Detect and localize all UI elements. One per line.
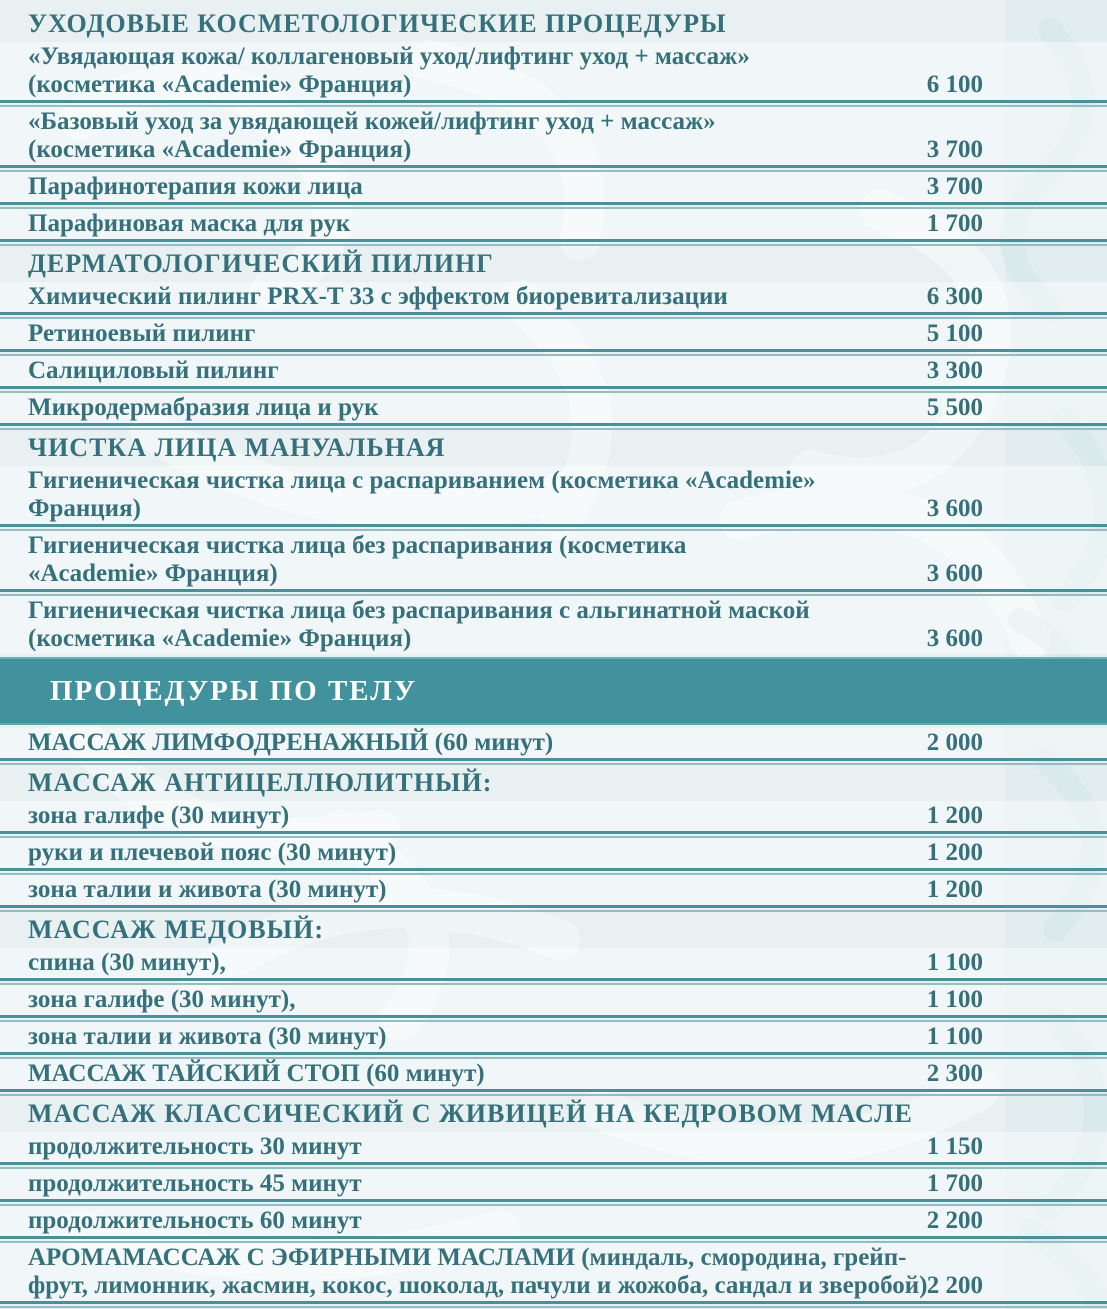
service-name-lines (28, 839, 915, 867)
row-divider (0, 165, 1107, 172)
price-value: 6 100 (926, 71, 983, 98)
price-row-content (0, 596, 1107, 654)
service-name-lines (28, 1207, 915, 1235)
service-name-lines (28, 1060, 915, 1088)
price-row-content (0, 948, 1107, 978)
price-value: 3 600 (926, 495, 983, 522)
service-name: продолжительность 60 минут (28, 1207, 362, 1234)
row-divider (0, 1236, 1107, 1243)
price-row-content (0, 985, 1107, 1015)
service-name: АРОМАМАССАЖ С ЭФИРНЫМИ МАСЛАМИ (миндаль, смородина, грейп- (28, 1244, 907, 1271)
service-name-lines (28, 1133, 915, 1161)
price-row (0, 1059, 1107, 1096)
price-row-content (0, 209, 1107, 239)
service-name: Парафинотерапия кожи лица (28, 173, 363, 200)
price-row-content (0, 319, 1107, 349)
section-band (0, 657, 1107, 725)
row-divider (0, 589, 1107, 596)
price-row-content (0, 875, 1107, 905)
price-row (0, 838, 1107, 875)
service-name: зона талии и живота (30 минут) (28, 876, 387, 903)
row-divider (0, 202, 1107, 209)
service-name-lines (28, 986, 915, 1014)
service-name-lines (28, 394, 915, 422)
price-value: 1 200 (926, 839, 983, 866)
row-divider (0, 239, 1107, 246)
service-name: Парафиновая маска для рук (28, 210, 351, 237)
row-divider (0, 1015, 1107, 1022)
price-row (0, 42, 1107, 107)
price-row-content (0, 1169, 1107, 1199)
category-header (0, 912, 1107, 948)
price-row-content (0, 1132, 1107, 1162)
price-value: 3 700 (926, 173, 983, 200)
service-name: (косметика «Academie» Франция) (28, 136, 412, 163)
row-divider (0, 423, 1107, 430)
service-name-lines (28, 597, 915, 653)
service-name-lines (28, 876, 915, 904)
row-divider (0, 312, 1107, 319)
service-name-lines (28, 949, 915, 977)
service-name: Гигиеническая чистка лица с распариванием (косметика «Academie» (28, 467, 816, 494)
price-row (0, 319, 1107, 356)
category-header-label: ДЕРМАТОЛОГИЧЕСКИЙ ПИЛИНГ (28, 249, 494, 278)
service-name: зона талии и живота (30 минут) (28, 1023, 387, 1050)
category-header (0, 430, 1107, 466)
price-row (0, 596, 1107, 654)
price-value: 6 300 (926, 283, 983, 310)
price-value: 1 700 (926, 1170, 983, 1197)
service-name: зона галифе (30 минут) (28, 802, 290, 829)
price-row (0, 1022, 1107, 1059)
price-row-content (0, 356, 1107, 386)
service-name: Гигиеническая чистка лица без распаривания с альгинатной маской (28, 597, 810, 624)
service-name-lines (28, 729, 915, 757)
service-name: Микродермабразия лица и рук (28, 394, 379, 421)
price-row (0, 282, 1107, 319)
price-row (0, 107, 1107, 172)
service-name-lines (28, 467, 915, 523)
service-name: Химический пилинг PRX-T 33 с эффектом биоревитализации (28, 283, 728, 310)
service-name: Салициловый пилинг (28, 357, 279, 384)
service-name-lines (28, 1023, 915, 1051)
service-name: «Academie» Франция) (28, 560, 278, 587)
category-header-label: МАССАЖ АНТИЦЕЛЛЮЛИТНЫЙ: (28, 768, 493, 797)
row-divider (0, 978, 1107, 985)
price-value: 3 600 (926, 560, 983, 587)
price-value: 1 200 (926, 876, 983, 903)
price-row-content (0, 42, 1107, 100)
price-value: 1 100 (926, 986, 983, 1013)
category-header-label: УХОДОВЫЕ КОСМЕТОЛОГИЧЕСКИЕ ПРОЦЕДУРЫ (28, 9, 727, 38)
service-name: спина (30 минут), (28, 949, 226, 976)
service-name-lines (28, 320, 915, 348)
row-divider (0, 868, 1107, 875)
price-row (0, 728, 1107, 765)
service-name: продолжительность 45 минут (28, 1170, 362, 1197)
row-divider (0, 524, 1107, 531)
service-name-lines (28, 1244, 928, 1300)
price-row-content (0, 172, 1107, 202)
service-name: Ретиноевый пилинг (28, 320, 256, 347)
service-name: Франция) (28, 495, 141, 522)
price-row (0, 531, 1107, 596)
service-name: «Увядающая кожа/ коллагеновый уход/лифтинг уход + массаж» (28, 43, 750, 70)
price-row (0, 466, 1107, 531)
price-value: 2 000 (926, 729, 983, 756)
service-name-lines (28, 283, 915, 311)
category-header-label: МАССАЖ МЕДОВЫЙ: (28, 915, 325, 944)
price-value: 1 200 (926, 802, 983, 829)
service-name-lines (28, 802, 915, 830)
price-value: 3 700 (926, 136, 983, 163)
service-name-lines (28, 210, 915, 238)
price-row (0, 1206, 1107, 1243)
price-row-content (0, 838, 1107, 868)
price-row (0, 1169, 1107, 1206)
price-value: 5 100 (926, 320, 983, 347)
category-header-label: МАССАЖ КЛАССИЧЕСКИЙ С ЖИВИЦЕЙ НА КЕДРОВОМ МАСЛЕ (28, 1099, 913, 1128)
service-name-lines (28, 43, 915, 99)
service-name: (косметика «Academie» Франция) (28, 71, 412, 98)
price-row-content (0, 531, 1107, 589)
price-row-content (0, 107, 1107, 165)
price-value: 1 700 (926, 210, 983, 237)
price-value: 1 100 (926, 949, 983, 976)
price-value: 2 200 (926, 1272, 983, 1299)
price-row (0, 172, 1107, 209)
price-row-content (0, 393, 1107, 423)
row-divider (0, 1162, 1107, 1169)
price-row (0, 356, 1107, 393)
section-band-label: ПРОЦЕДУРЫ ПО ТЕЛУ (50, 674, 418, 707)
price-row (0, 1132, 1107, 1169)
service-name-lines (28, 173, 915, 201)
price-value: 1 100 (926, 1023, 983, 1050)
price-row-content (0, 1243, 1107, 1301)
price-row (0, 393, 1107, 430)
service-name-lines (28, 357, 915, 385)
row-divider (0, 758, 1107, 765)
service-name: «Базовый уход за увядающей кожей/лифтинг уход + массаж» (28, 108, 716, 135)
row-divider (0, 1089, 1107, 1096)
category-header (0, 6, 1107, 42)
service-name: руки и плечевой пояс (30 минут) (28, 839, 397, 866)
price-row-content (0, 282, 1107, 312)
price-row-content (0, 466, 1107, 524)
price-value: 3 300 (926, 357, 983, 384)
service-name: МАССАЖ ТАЙСКИЙ СТОП (60 минут) (28, 1060, 485, 1087)
category-header-label: ЧИСТКА ЛИЦА МАНУАЛЬНАЯ (28, 433, 446, 462)
price-row (0, 985, 1107, 1022)
price-row (0, 209, 1107, 246)
price-value: 3 600 (926, 625, 983, 652)
row-divider (0, 831, 1107, 838)
price-row-content (0, 1022, 1107, 1052)
price-row-content (0, 728, 1107, 758)
price-value: 2 200 (926, 1207, 983, 1234)
row-divider (0, 1052, 1107, 1059)
service-name: продолжительность 30 минут (28, 1133, 362, 1160)
row-divider (0, 905, 1107, 912)
category-header (0, 246, 1107, 282)
price-row (0, 1243, 1107, 1308)
price-row (0, 948, 1107, 985)
row-divider (0, 386, 1107, 393)
service-name: МАССАЖ ЛИМФОДРЕНАЖНЫЙ (60 минут) (28, 729, 554, 756)
price-value: 5 500 (926, 394, 983, 421)
service-name-lines (28, 1170, 915, 1198)
price-row-content (0, 1059, 1107, 1089)
service-name-lines (28, 532, 915, 588)
category-header (0, 1096, 1107, 1132)
service-name-lines (28, 108, 915, 164)
row-divider (0, 1199, 1107, 1206)
service-name: фрут, лимонник, жасмин, кокос, шоколад, пачули и жожоба, сандал и зверобой) (28, 1272, 928, 1299)
service-name: зона галифе (30 минут), (28, 986, 296, 1013)
row-divider (0, 100, 1107, 107)
category-header (0, 765, 1107, 801)
price-row-content (0, 1206, 1107, 1236)
service-name: Гигиеническая чистка лица без распаривания (косметика (28, 532, 687, 559)
price-row-content (0, 801, 1107, 831)
price-row (0, 801, 1107, 838)
price-value: 2 300 (926, 1060, 983, 1087)
service-name: (косметика «Academie» Франция) (28, 625, 412, 652)
price-row (0, 875, 1107, 912)
row-divider (0, 349, 1107, 356)
price-value: 1 150 (926, 1133, 983, 1160)
row-divider (0, 1301, 1107, 1308)
